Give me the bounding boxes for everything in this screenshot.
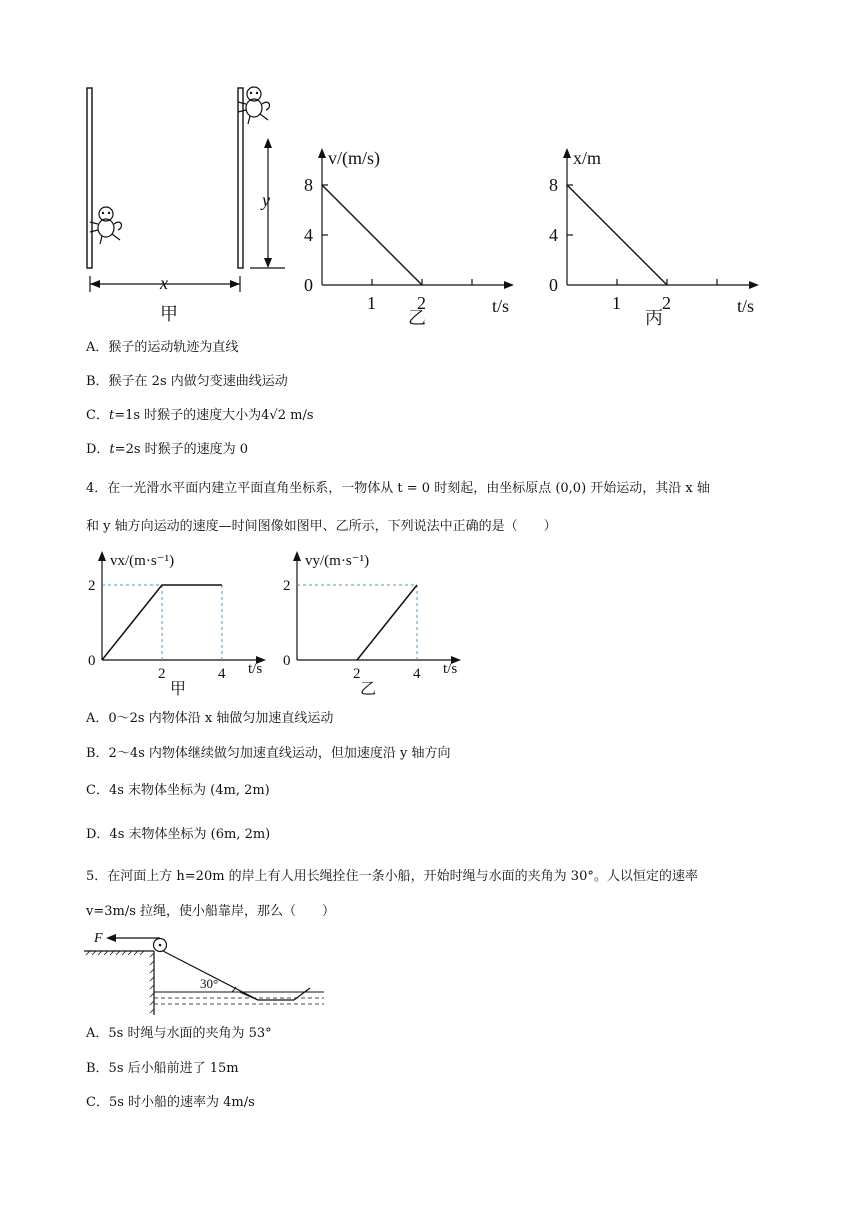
- q3-option-a: A．猴子的运动轨迹为直线: [86, 340, 239, 355]
- chart-yi-velocity: [300, 140, 525, 330]
- q4yi-x-tick-label: 2: [353, 666, 361, 682]
- q4yi-y-tick-label: 2: [283, 578, 291, 594]
- caption-bing: 丙: [645, 308, 663, 328]
- bing-y-tick-label: 4: [549, 225, 558, 245]
- figure-jia-monkey: [80, 80, 300, 330]
- q4-yi-x-axis-label: t/s: [443, 661, 458, 677]
- q3-d-prefix: D．: [86, 442, 110, 457]
- q4yi-origin-label: 0: [283, 653, 291, 669]
- q4-option-b: B．2～4s 内物体继续做匀加速直线运动，但加速度沿 y 轴方向: [86, 746, 451, 761]
- q3-option-c: [86, 407, 314, 425]
- q5-stem-line1: 5．在河面上方 h=20m 的岸上有人用长绳拴住一条小船，开始时绳与水面的夹角为 30°。人以恒定的速率: [86, 869, 698, 884]
- q3-d-t: t: [109, 442, 115, 457]
- bing-y-tick-label: 8: [549, 175, 558, 195]
- chart-yi-x-axis-label: t/s: [492, 296, 510, 316]
- yi-x-tick-label: 2: [417, 293, 426, 313]
- q4-stem-line2: 和 y 轴方向运动的速度—时间图像如图甲、乙所示，下列说法中正确的是（ ）: [86, 519, 557, 534]
- yi-origin-label: 0: [304, 275, 313, 295]
- q4-option-d: D．4s 末物体坐标为 (6m, 2m): [86, 827, 271, 842]
- q4jia-x-tick-label: 2: [158, 666, 166, 682]
- q4jia-y-tick-label: 2: [88, 578, 96, 594]
- x-label: x: [160, 273, 168, 293]
- chart-bing-x-axis-label: t/s: [737, 296, 755, 316]
- figure-q5-boat: [80, 925, 340, 1020]
- q3-option-b: B．猴子在 2s 内做匀变速曲线运动: [86, 374, 288, 389]
- q4-option-a: A．0～2s 内物体沿 x 轴做匀加速直线运动: [86, 711, 334, 726]
- chart-bing-displacement: [545, 140, 770, 330]
- chart-bing-y-axis-label: x/m: [573, 148, 602, 168]
- yi-y-tick-label: 4: [304, 225, 313, 245]
- caption-yi: 乙: [408, 308, 426, 328]
- q4-jia-y-axis-label: vx/(m·s⁻¹): [110, 553, 175, 569]
- bing-x-tick-label: 1: [612, 293, 621, 313]
- bing-origin-label: 0: [549, 275, 558, 295]
- q4-caption-yi: 乙: [360, 681, 377, 698]
- chart-q4-jia-vx: [80, 545, 280, 700]
- q3-option-d: [86, 441, 248, 459]
- q4-yi-y-axis-label: vy/(m·s⁻¹): [305, 553, 370, 569]
- q5-option-c: C．5s 时小船的速率为 4m/s: [86, 1095, 255, 1110]
- chart-bing-series-line: [567, 185, 667, 285]
- q5-stem-line2: v=3m/s 拉绳，使小船靠岸，那么（ ）: [86, 904, 336, 919]
- q3-d-rest: =2s 时猴子的速度为 0: [114, 442, 249, 457]
- chart-q4-yi-vy: [275, 545, 475, 700]
- y-label: y: [262, 190, 270, 210]
- q4jia-origin-label: 0: [88, 653, 96, 669]
- q4-jia-x-axis-label: t/s: [248, 661, 263, 677]
- left-pole: [87, 88, 92, 268]
- q5-option-b: B．5s 后小船前进了 15m: [86, 1061, 239, 1076]
- bing-x-tick-label: 2: [662, 293, 671, 313]
- q4yi-series-line: [357, 585, 417, 660]
- q3-c-t: t: [108, 408, 115, 423]
- q3-c-prefix: C．: [86, 408, 109, 423]
- q5-option-a: A．5s 时绳与水面的夹角为 53°: [86, 1026, 272, 1041]
- angle-label: 30°: [200, 976, 219, 991]
- q4-caption-jia: 甲: [170, 681, 187, 698]
- force-label: F: [94, 931, 103, 946]
- right-pole: [238, 88, 243, 268]
- q4-option-c: C．4s 末物体坐标为 (4m, 2m): [86, 783, 270, 798]
- q4jia-x-tick-label: 4: [218, 666, 226, 682]
- yi-x-tick-label: 1: [367, 293, 376, 313]
- monkey-icon-start: [90, 207, 121, 244]
- yi-y-tick-label: 8: [304, 175, 313, 195]
- caption-jia: 甲: [160, 304, 178, 324]
- q3-c-unit: m/s: [285, 408, 314, 423]
- q4yi-x-tick-label: 4: [413, 666, 421, 682]
- q3-c-mid: =1s 时猴子的速度大小为: [114, 408, 262, 423]
- q4-stem-line1: 4．在一光滑水平面内建立平面直角坐标系，一物体从 t = 0 时刻起，由坐标原点 (0,0) 开始运动，其沿 x 轴: [86, 481, 710, 496]
- chart-yi-series-line: [322, 185, 422, 285]
- chart-yi-y-axis-label: v/(m/s): [328, 148, 380, 168]
- q3-c-value: 4√2: [261, 408, 286, 423]
